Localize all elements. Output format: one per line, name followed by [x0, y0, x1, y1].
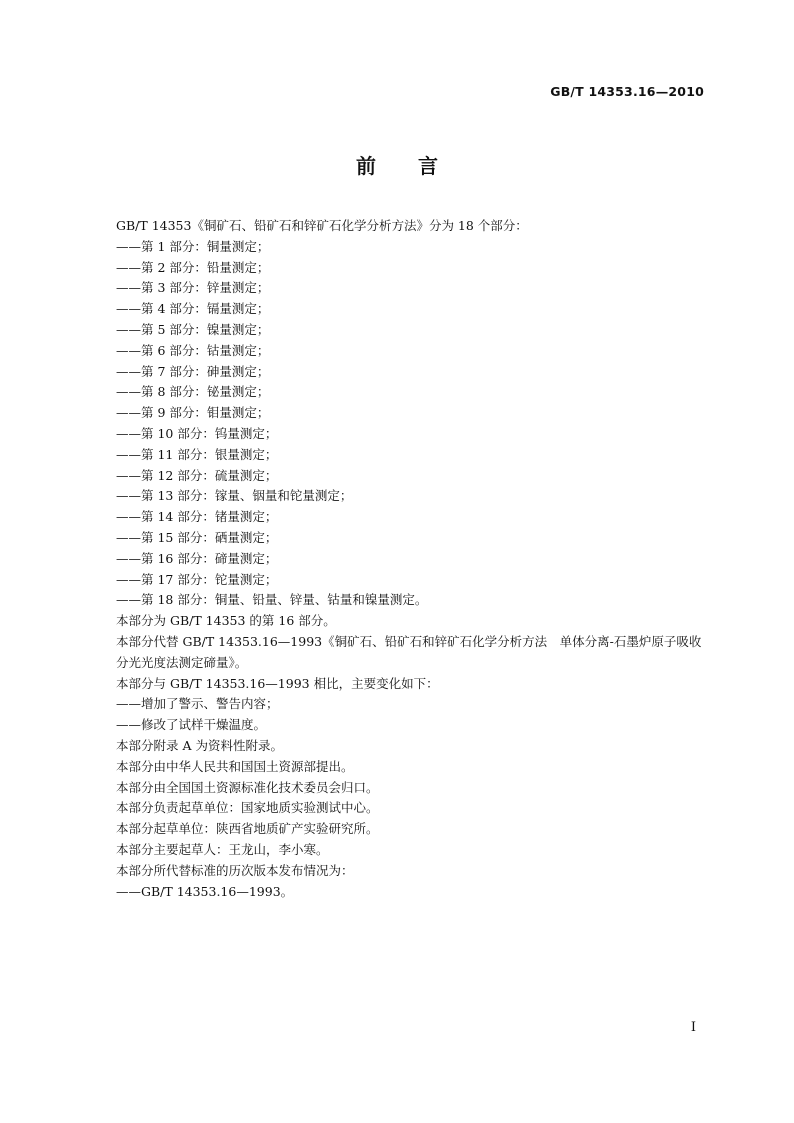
text-paragraph: 本部分代替 GB/T 14353.16—1993《铜矿石、铅矿石和锌矿石化学分析方法 单体分离-石墨炉原子吸收分光光度法测定碲量》。 [116, 633, 702, 670]
list-item: ——增加了警示、警告内容； [116, 696, 279, 712]
list-item: ——第 13 部分：镓量、铟量和铊量测定； [116, 488, 353, 504]
list-item: ——第 5 部分：镍量测定； [116, 321, 270, 337]
page-title: 前言 [356, 154, 480, 178]
page-number: I [690, 1020, 696, 1035]
text-line: 本部分为 GB/T 14353 的第 16 部分。 [116, 613, 336, 629]
text-line: 本部分负责起草单位：国家地质实验测试中心。 [116, 800, 379, 816]
text-line: GB/T 14353《铜矿石、铅矿石和锌矿石化学分析方法》分为 18 个部分： [116, 218, 528, 233]
list-item: ——第 16 部分：碲量测定； [116, 550, 278, 566]
list-item: ——第 6 部分：钴量测定； [116, 342, 270, 358]
text-line: 本部分所代替标准的历次版本发布情况为： [116, 862, 354, 878]
list-item: ——修改了试样干燥温度。 [116, 717, 267, 733]
standard-number: GB/T 14353.16—2010 [550, 84, 704, 99]
text-line: 本部分与 GB/T 14353.16—1993 相比，主要变化如下： [116, 675, 439, 691]
text-line: 本部分附录 A 为资料性附录。 [116, 737, 283, 753]
list-item: ——第 18 部分：铜量、铅量、锌量、钴量和镍量测定。 [116, 592, 428, 608]
list-item: ——第 12 部分：硫量测定； [116, 467, 278, 483]
list-item: ——第 14 部分：锗量测定； [116, 509, 278, 525]
list-item: ——GB/T 14353.16—1993。 [116, 883, 294, 899]
list-item: ——第 1 部分：铜量测定； [116, 238, 270, 254]
list-item: ——第 7 部分：砷量测定； [116, 363, 270, 379]
list-item: ——第 17 部分：铊量测定； [116, 571, 278, 587]
foreword-body [92, 216, 708, 902]
text-line: 本部分起草单位：陕西省地质矿产实验研究所。 [116, 821, 379, 837]
list-item: ——第 10 部分：钨量测定； [116, 425, 278, 441]
text-line: 本部分由中华人民共和国国土资源部提出。 [116, 758, 354, 774]
list-item: ——第 15 部分：硒量测定； [116, 529, 278, 545]
text-line: 本部分由全国国土资源标准化技术委员会归口。 [116, 779, 379, 795]
list-item: ——第 11 部分：银量测定； [116, 446, 278, 462]
list-item: ——第 2 部分：铅量测定； [116, 259, 270, 275]
list-item: ——第 8 部分：铋量测定； [116, 384, 270, 400]
list-item: ——第 3 部分：锌量测定； [116, 280, 270, 296]
list-item: ——第 9 部分：钼量测定； [116, 405, 270, 421]
text-line: 本部分主要起草人：王龙山，李小寒。 [116, 841, 329, 857]
list-item: ——第 4 部分：镉量测定； [116, 301, 270, 317]
